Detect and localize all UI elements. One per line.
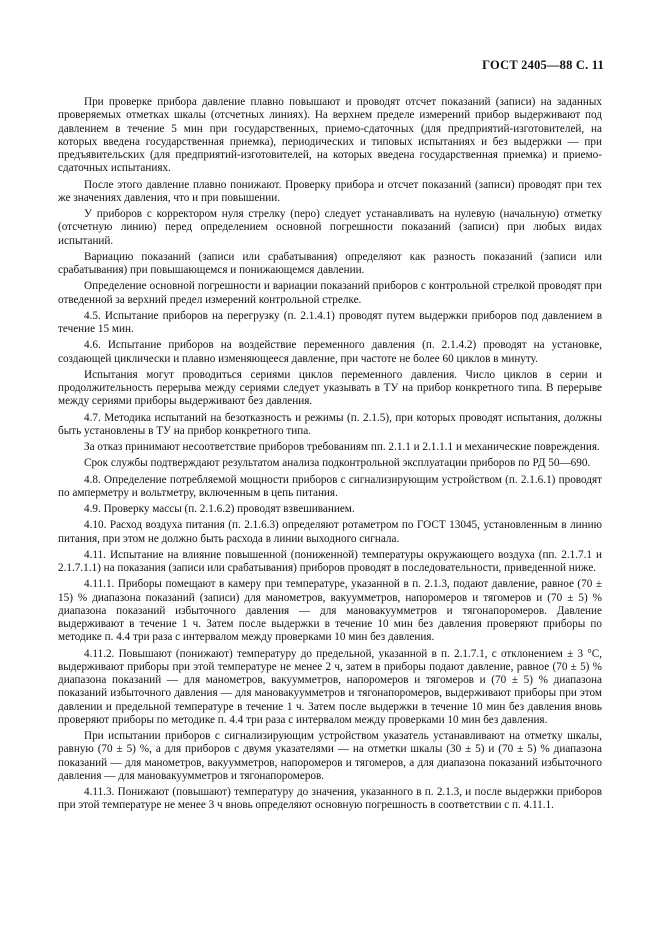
paragraph-4-5: 4.5. Испытание приборов на перегрузку (п. 2.1.4.1) проводят путем выдержки приборов под давлением в течение 15 мин. [58,309,602,335]
paragraph-4-7: 4.7. Методика испытаний на безотказность и режимы (п. 2.1.5), при которых проводят испытания, должны быть установлены в ТУ на прибор конкретного типа. [58,411,602,437]
paragraph: При проверке прибора давление плавно повышают и проводят отсчет показаний (записи) на заданных проверяемых отметках шкалы (отсчетных линиях). На верхнем пределе измерений прибор выдерживают под давлением в течение 5 мин при государственных, приемо-сдаточных (для предприятий-изготовителей, на которых введена государственная приемка), периодических и типовых испытаниях и без выдержки — при предъявительских (для предприятий-изготовителей, на которых введена государственная приемка) и приемо-сдаточных испытаниях. [58,96,602,175]
paragraph: Вариацию показаний (записи или срабатывания) определяют как разность показаний (записи или срабатывания) при повышающемся и понижающемся давлении. [58,250,602,276]
paragraph-4-10: 4.10. Расход воздуха питания (п. 2.1.6.3) определяют ротаметром по ГОСТ 13045, установленным в линию питания, при этом не должно быть расхода в линии выходного сигнала. [58,519,602,545]
paragraph: При испытании приборов с сигнализирующим устройством указатель устанавливают на отметку шкалы, равную (70 ± 5) %, а для приборов с двумя указателями — на отметки шкалы (30 ± 5) и (70 ± 5) % диапазона показаний — для манометров, вакуумметров, напоромеров и тягомеров, а для диапазона показаний избыточного давления — для мановакуумметров и тягонапоромеров. [58,730,602,782]
paragraph-4-6: 4.6. Испытание приборов на воздействие переменного давления (п. 2.1.4.2) проводят на установке, создающей циклически и плавно изменяющееся давление, при частоте не более 60 циклов в минуту. [58,339,602,365]
paragraph-4-9: 4.9. Проверку массы (п. 2.1.6.2) проводят взвешиванием. [84,503,355,515]
document-body [58,96,602,816]
paragraph: За отказ принимают несоответствие приборов требованиям пп. 2.1.1 и 2.1.1.1 и механические повреждения. [84,441,600,453]
paragraph: Определение основной погрешности и вариации показаний приборов с контрольной стрелкой проводят при отведенной за верхний предел измерений контрольной стрелке. [58,280,602,306]
paragraph: Срок службы подтверждают результатом анализа подконтрольной эксплуатации приборов по РД 50—690. [84,457,591,470]
paragraph-4-8: 4.8. Определение потребляемой мощности приборов с сигнализирующим устройством (п. 2.1.6.1) проводят по амперметру и вольтметру, включенным в цепь питания. [58,473,602,499]
paragraph: У приборов с корректором нуля стрелку (перо) следует устанавливать на нулевую (начальную) отметку (отсчетную линию) перед определением основной погрешности показаний (записи) при любых видах испытаний. [58,208,602,247]
paragraph-4-11-3: 4.11.3. Понижают (повышают) температуру до значения, указанного в п. 2.1.3, и после выдержки приборов при этой температуре не менее 3 ч вновь определяют основную погрешность в соответствии с п. 4.11.1. [58,786,602,812]
paragraph-4-11: 4.11. Испытание на влияние повышенной (пониженной) температуры окружающего воздуха (пп. 2.1.7.1 и 2.1.7.1.1) на показания (записи или срабатывания) приборов проводят в последовательности, приведенной ниже. [58,548,602,574]
paragraph: После этого давление плавно понижают. Проверку прибора и отсчет показаний (записи) проводят при тех же значениях давления, что и при повышении. [58,178,602,204]
page-header: ГОСТ 2405—88 С. 11 [482,58,604,72]
paragraph: Испытания могут проводиться сериями циклов переменного давления. Число циклов в серии и продолжительность перерыва между сериями следует указывать в ТУ на прибор конкретного типа. В перерыве между сериями приборы выдерживают без давления. [58,368,602,408]
paragraph-4-11-2: 4.11.2. Повышают (понижают) температуру до предельной, указанной в п. 2.1.7.1, с отклонением ± 3 °С, выдерживают приборы при этой температуре не менее 2 ч, затем в приборы подают давление, равное (70 ± 5) % диапазона показаний — для манометров, вакуумметров, напоромеров и тягомеров и (70 ± 5) % диапазона показаний избыточного давления — для мановакуумметров и тягонапоромеров, выдерживают приборы при этом давлении и предельной температуре в течение 1 ч. Затем после выдержки в течение 10 мин без давления вновь проверяют приборы по методике п. 4.4 три раза с интервалом между проверками 10 мин без давления. [58,647,602,726]
paragraph-4-11-1: 4.11.1. Приборы помещают в камеру при температуре, указанной в п. 2.1.3, подают давление, равное (70 ± 15) % диапазона показаний (записи) для манометров, вакуумметров, напоромеров и тягомеров и (70 ± 5) % диапазона показаний избыточного давления — для мановакуумметров и тягонапоромеров. Давление выдерживают в течение 1 ч. Затем после выдержки в течение 10 мин без давления проверяют приборы по методике п. 4.4 три раза с интервалом между проверками 10 мин без давления. [58,578,602,644]
